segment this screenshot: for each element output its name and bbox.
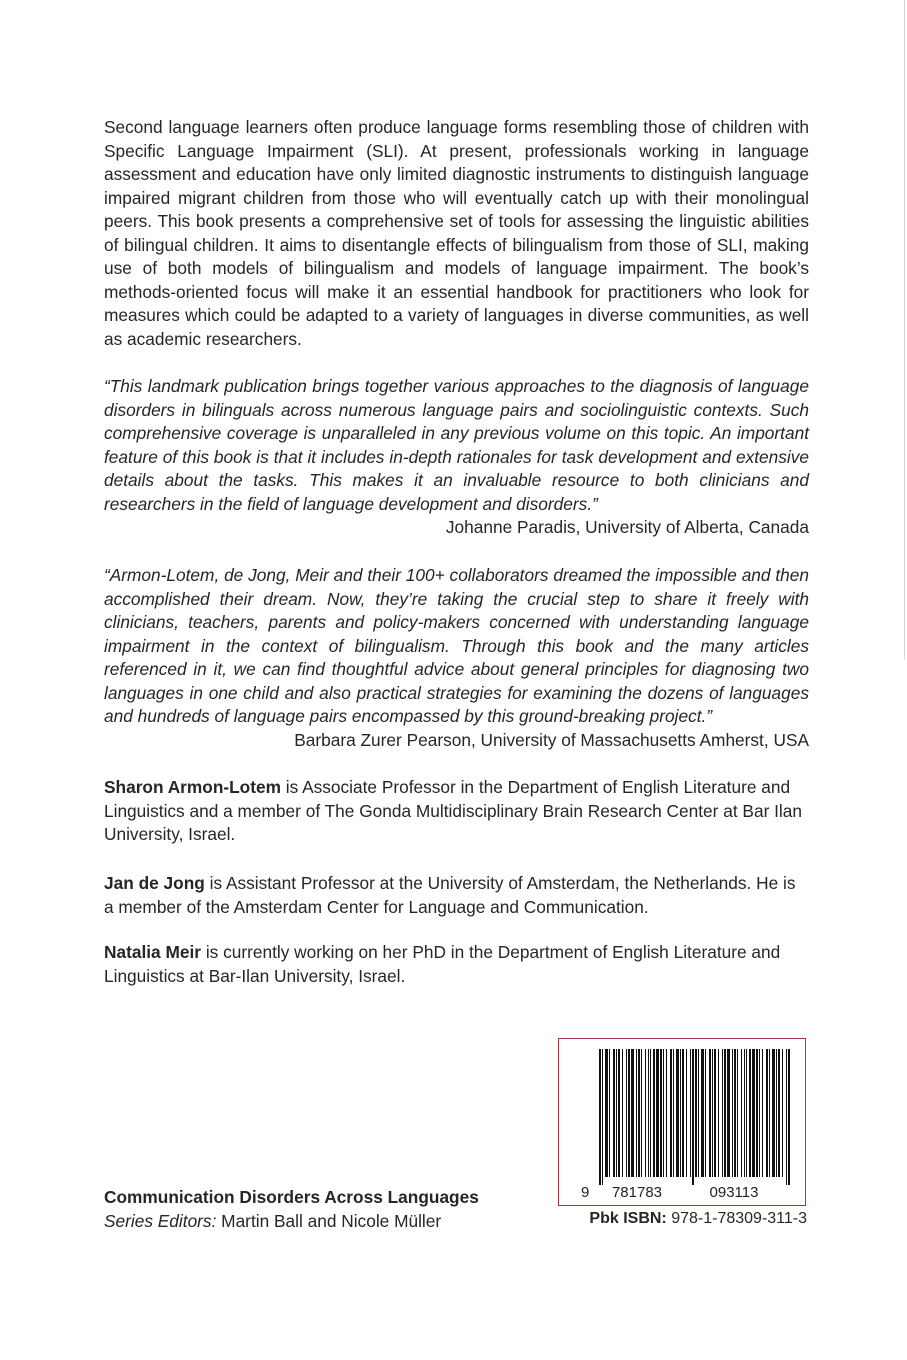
endorsement-quote: “Armon-Lotem, de Jong, Meir and their 100+ collaborators dreamed the impossible and then accomplished their dream. Now, they’re taking the crucial step to share it freely with clinicians, teachers, parents and policy-makers concerned with understanding language impairment in the context of bilingualism. Through this book and the many articles referenced in it, we can find thoughtful advice about general principles for diagnosing two languages in one child and also practical strategies for examining the dozens of languages and hundreds of language pairs encompassed by this ground-breaking project.” xyxy=(104,565,809,726)
barcode-bar xyxy=(759,1049,760,1177)
barcode-bar xyxy=(636,1049,637,1177)
barcode-bar xyxy=(695,1049,697,1177)
barcode-bar xyxy=(698,1049,699,1177)
barcode-bar xyxy=(737,1049,738,1177)
endorsement-attribution: Barbara Zurer Pearson, University of Massachusetts Amherst, USA xyxy=(294,729,809,750)
page-edge-line xyxy=(904,0,905,660)
series-editors-label: Series Editors: xyxy=(104,1211,217,1231)
barcode-bar xyxy=(749,1049,751,1177)
barcode-bar xyxy=(645,1049,646,1177)
endorsement-quote: “This landmark publication brings together various approaches to the diagnosis of language disorders in bilinguals across numerous language pairs and sociolinguistic contexts. Such comprehensive coverage is unparalleled in any previous volume on this topic. An important feature of this book is that it includes in-depth rationales for task development and extensive details about the tasks. This makes it an invaluable resource to both clinicians and researchers in the field of language development and disorders.” xyxy=(104,376,809,514)
barcode-bar xyxy=(609,1049,610,1177)
author-name: Sharon Armon-Lotem xyxy=(104,777,281,797)
barcode-bar xyxy=(641,1049,642,1177)
barcode-bar xyxy=(752,1049,755,1177)
author-name: Jan de Jong xyxy=(104,873,205,893)
barcode-bar xyxy=(663,1049,664,1177)
isbn-label: Pbk ISBN: xyxy=(589,1210,667,1227)
barcode-bar xyxy=(788,1049,790,1185)
barcode-bar xyxy=(656,1049,659,1177)
author-bio-text: is Associate Professor in the Department of English Literature and Linguistics and a member of The Gonda Multidisciplinary Brain Research Center at Bar Ilan University, Israel. xyxy=(104,777,802,844)
series-title: Communication Disorders Across Languages xyxy=(104,1187,479,1207)
barcode-bar xyxy=(727,1049,730,1177)
author-bio-2 xyxy=(104,872,809,919)
isbn-barcode xyxy=(558,1038,806,1206)
barcode-bar xyxy=(772,1049,775,1177)
barcode-bar xyxy=(692,1049,694,1185)
barcode-bar xyxy=(756,1049,758,1177)
barcode-bar xyxy=(653,1049,655,1177)
barcode-graphic xyxy=(559,1039,805,1205)
barcode-bar xyxy=(762,1049,763,1177)
barcode-bar xyxy=(682,1049,684,1177)
barcode-bar xyxy=(618,1049,620,1177)
series-editors xyxy=(104,1209,479,1233)
barcode-bar xyxy=(622,1049,623,1177)
barcode-bar xyxy=(690,1049,691,1177)
barcode-bar xyxy=(626,1049,627,1177)
barcode-bar xyxy=(786,1049,787,1185)
endorsement-2 xyxy=(104,564,809,752)
author-bio-text: is Assistant Professor at the University of Amsterdam, the Netherlands. He is a member of the Amsterdam Center for Language and Communication. xyxy=(104,873,796,917)
barcode-bar xyxy=(613,1049,615,1177)
barcode-bar xyxy=(705,1049,706,1177)
series-info xyxy=(104,1185,479,1233)
barcode-bar xyxy=(638,1049,640,1177)
barcode-bar xyxy=(746,1049,747,1177)
barcode-bar xyxy=(744,1049,745,1177)
barcode-bar xyxy=(670,1049,672,1177)
barcode-bar xyxy=(778,1049,780,1177)
endorsement-1 xyxy=(104,375,809,540)
barcode-bar xyxy=(709,1049,711,1177)
barcode-bar xyxy=(628,1049,630,1177)
isbn-line xyxy=(558,1208,807,1230)
barcode-bar xyxy=(701,1049,704,1177)
barcode-bar xyxy=(741,1049,742,1177)
author-bio-1 xyxy=(104,776,809,847)
barcode-bar xyxy=(712,1049,713,1177)
barcode-bar xyxy=(631,1049,634,1177)
barcode-bar xyxy=(660,1049,662,1177)
barcode-bar xyxy=(686,1049,687,1177)
barcode-bar xyxy=(616,1049,617,1177)
barcode-bar xyxy=(648,1049,649,1177)
barcode-bar xyxy=(734,1049,736,1177)
barcode-bar xyxy=(602,1049,603,1185)
barcode-bar xyxy=(714,1049,716,1177)
barcode-bar xyxy=(680,1049,681,1177)
barcode-bar xyxy=(766,1049,768,1177)
barcode-digits-left: 781783 xyxy=(611,1184,663,1201)
author-name: Natalia Meir xyxy=(104,942,202,962)
isbn-number: 978-1-78309-311-3 xyxy=(666,1210,807,1227)
barcode-bar xyxy=(599,1049,601,1185)
barcode-bar xyxy=(776,1049,777,1177)
series-editors-names: Martin Ball and Nicole Müller xyxy=(216,1211,442,1231)
barcode-bar xyxy=(718,1049,719,1177)
barcode-digit-prefix: 9 xyxy=(581,1184,590,1201)
barcode-bar xyxy=(769,1049,770,1177)
barcode-bar xyxy=(722,1049,723,1177)
endorsement-attribution: Johanne Paradis, University of Alberta, Canada xyxy=(445,517,809,537)
barcode-bar xyxy=(666,1049,667,1177)
author-bio-3 xyxy=(104,941,809,988)
barcode-bar xyxy=(724,1049,726,1177)
barcode-bar xyxy=(605,1049,608,1177)
book-description: Second language learners often produce language forms resembling those of children with Specific Language Impairment (SLI). At present, professionals working in language assessment and education have only limited diagnostic instruments to distinguish language impaired migrant children from those who will eventually catch up with their monolingual peers. This book presents a comprehensive set of tools for assessing the linguistic abilities of bilingual children. It aims to disentangle effects of bilingualism from those of SLI, making use of both models of bilingualism and models of language impairment. The book’s methods-oriented focus will make it an essential handbook for practitioners who look for measures which could be adapted to a variety of languages in diverse communities, as well as academic researchers. xyxy=(104,117,809,349)
author-bio-text: is currently working on her PhD in the Department of English Literature and Linguistics at Bar-Ilan University, Israel. xyxy=(104,942,781,986)
barcode-bar xyxy=(782,1049,783,1177)
barcode-digits-right: 093113 xyxy=(709,1184,759,1201)
barcode-bar xyxy=(650,1049,651,1177)
barcode-bar xyxy=(732,1049,733,1177)
barcode-bar xyxy=(676,1049,679,1177)
barcode-bar xyxy=(673,1049,674,1177)
